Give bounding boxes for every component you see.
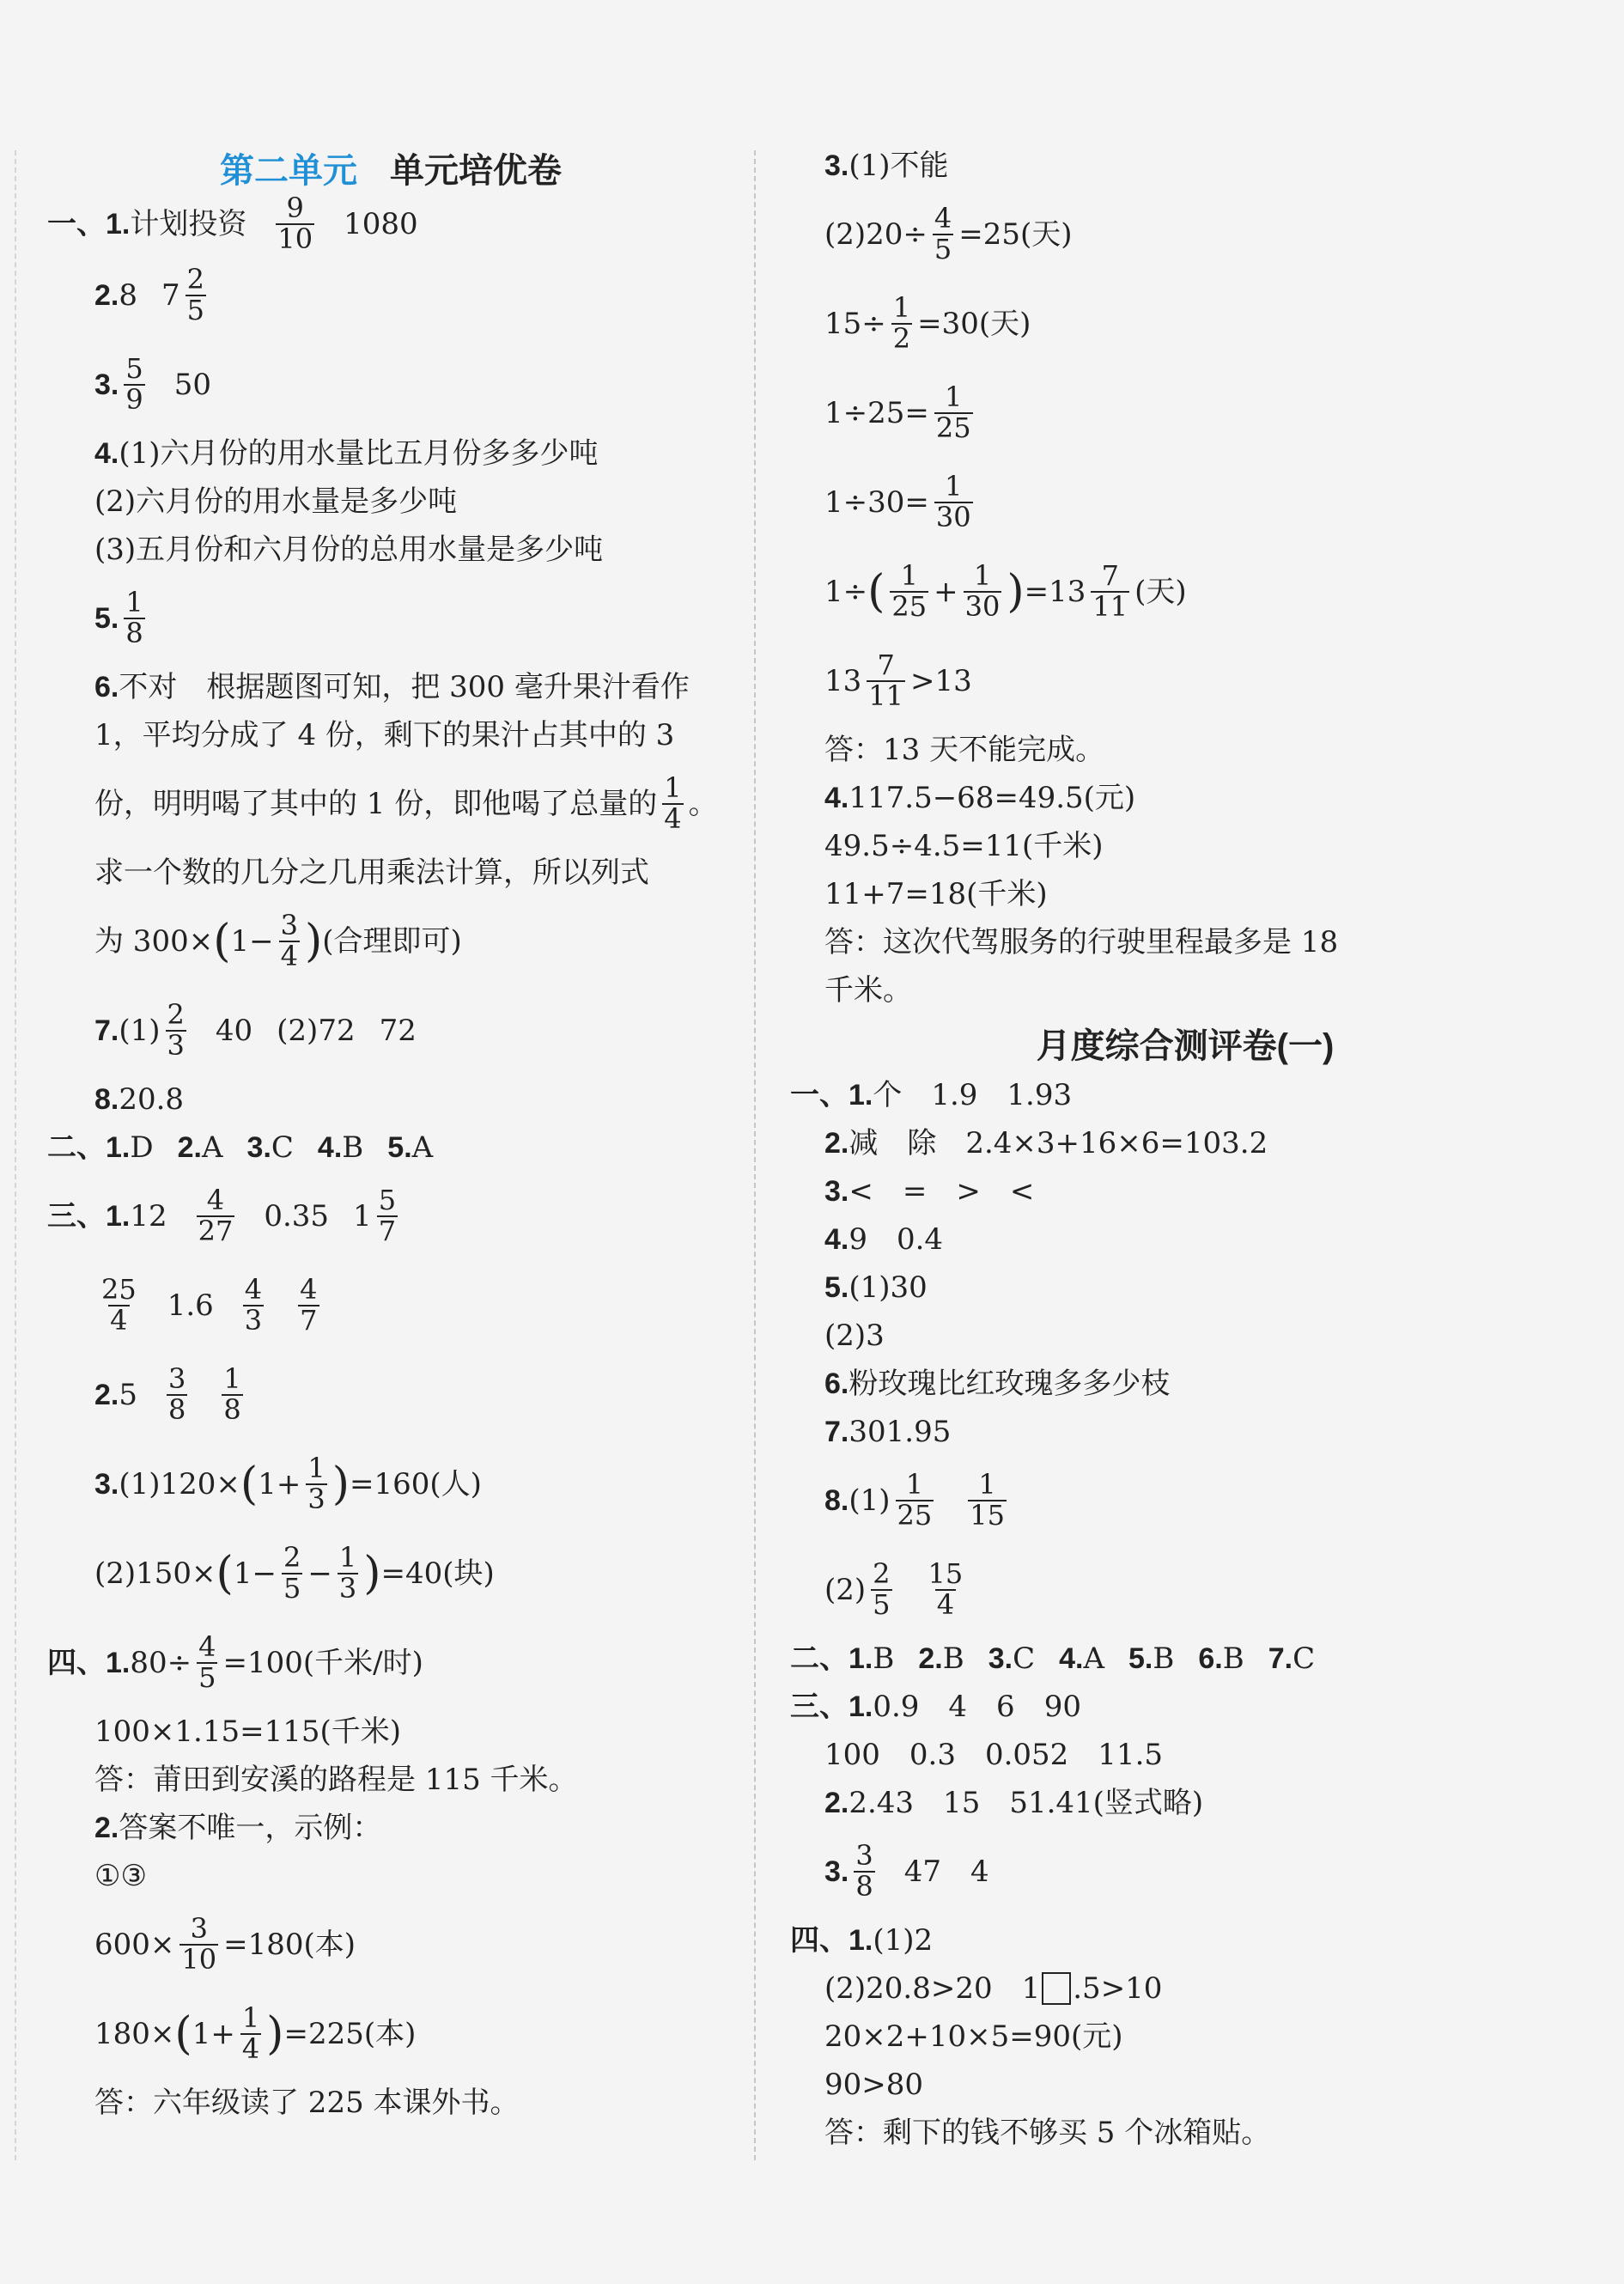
fraction: $\frac{1}{8}$ [223,1362,241,1426]
fraction: $\frac{2}{5}$ [186,263,204,326]
blank-box [1042,1972,1071,2005]
answer-3-3-line2: (2)150× ( 1− $\frac{2}{5}$ − $\frac{1}{3}$ ) =40(块) [94,1541,495,1605]
answer-m-1-8-line2: (2) $\frac{2}{5}$ $\frac{15}{4}$ [824,1557,964,1621]
answer-1-7: 7. (1) $\frac{2}{3}$ 40 (2)72 72 [94,998,417,1062]
unit-title [47,137,734,198]
answer-m-1-6: 6. 粉玫瑰比红玫瑰多多少枝 [824,1366,1171,1401]
answer-1-2: 2. 8 7 $\frac{2}{5}$ [94,263,204,326]
answer-r-3-line7: 13 $\frac{7}{11}$ >13 [824,649,972,712]
answer-m-4-1-line4: 90>80 [824,2067,924,2102]
fraction: $\frac{1}{30}$ [935,470,971,533]
answer-r-3-line4: 1÷25= $\frac{1}{25}$ [824,381,971,444]
answer-3-1-line1: 三、 1. 12 $\frac{4}{27}$ 0.35 1 $\frac{5}{7}$ [47,1184,397,1247]
answer-m-1-5-line2: (2)3 [824,1318,885,1353]
fraction: $\frac{1}{15}$ [970,1468,1005,1532]
monthly-test-title: 月度综合测评卷(一) [1036,1026,1335,1065]
fraction: $\frac{1}{3}$ [338,1541,357,1605]
fraction: $\frac{3}{10}$ [181,1912,217,1976]
answer-r-4-line4: 答：这次代驾服务的行驶里程最多是 18 [824,924,1339,959]
fraction: $\frac{1}{3}$ [307,1452,325,1515]
answer-1-3: 3. $\frac{5}{9}$ 50 [94,352,211,416]
answer-m-2: 二、 1. B 2. B 3. C 4. A 5. B 6. B 7. C [790,1641,1316,1676]
fraction: $\frac{9}{10}$ [277,192,313,255]
fraction: $\frac{1}{25}$ [935,381,971,444]
answer-3-1-line2: $\frac{25}{4}$ 1.6 $\frac{4}{3}$ $\frac{4}{7}$ [101,1273,318,1337]
answer-r-4-line1: 4. 117.5−68=49.5(元) [824,780,1136,815]
answer-m-1-8-line1: 8. (1) $\frac{1}{25}$ $\frac{1}{15}$ [824,1468,1005,1532]
fraction: $\frac{1}{2}$ [892,291,911,355]
answer-m-4-1-line3: 20×2+10×5=90(元) [824,2019,1123,2054]
answer-3-2: 2. 5 $\frac{3}{8}$ $\frac{1}{8}$ [94,1362,241,1426]
answer-4-2-line3: 600× $\frac{3}{10}$ =180(本) [94,1912,356,1976]
answer-m-3-1-line1: 三、 1. 0.9 4 6 90 [790,1689,1081,1724]
answer-m-4-1-line5: 答：剩下的钱不够买 5 个冰箱贴。 [824,2115,1271,2150]
answer-4-2-line1: 2. 答案不唯一，示例： [94,1810,382,1845]
answer-r-3-line5: 1÷30= $\frac{1}{30}$ [824,470,971,533]
fraction: $\frac{4}{5}$ [198,1630,216,1694]
fraction: $\frac{5}{9}$ [125,352,143,416]
fraction: $\frac{1}{8}$ [125,586,143,649]
left-margin-divider [15,150,16,2160]
answer-4-1-line3: 答：莆田到安溪的路程是 115 千米。 [94,1762,578,1797]
left-column [47,137,734,2127]
answer-1-4-line3: (3)五月份和六月份的总用水量是多少吨 [94,532,604,567]
fraction: $\frac{1}{25}$ [891,559,928,623]
answer-r-3-line2: (2)20÷ $\frac{4}{5}$ =25(天) [824,202,1073,265]
answer-r-3-line3: 15÷ $\frac{1}{2}$ =30(天) [824,291,1031,355]
answer-m-3-1-line2: 100 0.3 0.052 11.5 [824,1737,1164,1772]
answer-r-4-line2: 49.5÷4.5=11(千米) [824,828,1104,863]
fraction: $\frac{4}{5}$ [934,202,952,265]
fraction: $\frac{2}{5}$ [873,1557,891,1621]
fraction: $\frac{2}{3}$ [167,998,185,1062]
fraction: $\frac{1}{25}$ [897,1468,933,1532]
answer-3-3-line1: 3. (1)120× ( 1+ $\frac{1}{3}$ ) =160(人) [94,1452,482,1515]
answer-1-5: 5. $\frac{1}{8}$ [94,586,143,649]
answer-m-3-3: 3. $\frac{3}{8}$ 47 4 [824,1839,989,1903]
answer-m-4-1-line2: (2)20.8>20 1 .5>10 [824,1970,1163,2006]
fraction: $\frac{3}{8}$ [855,1839,873,1903]
fraction: $\frac{25}{4}$ [101,1273,137,1337]
fraction: $\frac{1}{4}$ [664,771,682,835]
answer-m-1-2: 2. 减 除 2.4×3+16×6=103.2 [824,1125,1268,1160]
answer-r-4-line3: 11+7=18(千米) [824,876,1048,911]
answer-1-6-line1: 6. 不对 根据题图可知，把 300 毫升果汁看作 [94,669,690,704]
answer-r-4-line5: 千米。 [824,972,912,1008]
fraction: $\frac{15}{4}$ [928,1557,964,1621]
answer-4-1-line1: 四、 1. 80÷ $\frac{4}{5}$ =100(千米/时) [47,1630,423,1694]
answer-m-1-4: 4. 9 0.4 [824,1221,944,1257]
answer-1-8: 8. 20.8 [94,1081,185,1117]
fraction: $\frac{4}{3}$ [244,1273,263,1337]
unit-title-unit: 第二单元 [220,151,357,190]
answer-m-1-5-line1: 5. (1)30 [824,1270,928,1305]
answer-r-3-line8: 答：13 天不能完成。 [824,732,1105,767]
answer-4-2-line5: 答：六年级读了 225 本课外书。 [94,2085,520,2120]
fraction: $\frac{1}{4}$ [241,2001,260,2065]
answer-m-4-1-line1: 四、 1. (1)2 [790,1922,934,1958]
answer-1-6-line3: 份，明明喝了其中的 1 份，即他喝了总量的 $\frac{1}{4}$ 。 [94,771,718,835]
answer-m-3-2: 2. 2.43 15 51.41(竖式略) [824,1785,1204,1820]
unit-title-name: 单元培优卷 [390,151,562,190]
answer-m-1-7: 7. 301.95 [824,1414,952,1449]
column-divider [754,150,756,2160]
fraction: $\frac{1}{30}$ [964,559,1001,623]
fraction: $\frac{7}{11}$ [868,649,903,712]
fraction: $\frac{4}{27}$ [198,1184,234,1247]
answer-1-6-line2: 1，平均分成了 4 份，剩下的果汁占其中的 3 [94,717,675,752]
fraction: $\frac{4}{7}$ [300,1273,318,1337]
answer-r-3-line1: 3. (1)不能 [824,148,949,183]
answer-4-1-line2: 100×1.15=115(千米) [94,1714,401,1749]
answer-r-3-line6: 1÷ ( $\frac{1}{25}$ + $\frac{1}{30}$ ) =13 $\frac{7}{11}$ (天) [824,559,1187,623]
answer-m-1-1: 一、 1. 个 1.9 1.93 [790,1077,1073,1112]
fraction: $\frac{7}{11}$ [1092,559,1128,623]
answer-2: 二、 1. D 2. A 3. C 4. B 5. A [47,1130,434,1165]
answer-1-4-line2: (2)六月份的用水量是多少吨 [94,484,458,519]
answer-1-6-line5: 为 300× ( 1− $\frac{3}{4}$ ) (合理即可) [94,909,462,972]
answer-1-1: 一、 1. 计划投资 $\frac{9}{10}$ 1080 [47,192,418,255]
answer-m-1-3: 3. < = > < [824,1173,1035,1209]
fraction: $\frac{2}{5}$ [283,1541,301,1605]
fraction: $\frac{3}{4}$ [280,909,298,972]
answer-1-6-line4: 求一个数的几分之几用乘法计算，所以列式 [94,855,649,890]
answer-1-4-line1: 4. (1)六月份的用水量比五月份多多少吨 [94,435,599,471]
fraction: $\frac{3}{8}$ [168,1362,186,1426]
answer-4-2-line2: ①③ [94,1858,147,1893]
answer-4-2-line4: 180× ( 1+ $\frac{1}{4}$ ) =225(本) [94,2001,417,2065]
right-column [790,142,1546,2157]
fraction: $\frac{5}{7}$ [378,1184,397,1247]
